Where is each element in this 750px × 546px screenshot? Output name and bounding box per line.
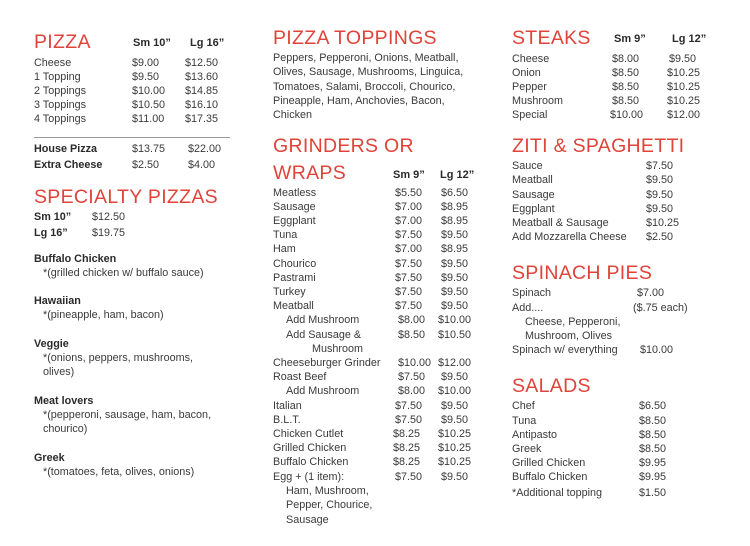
specialty-description: *(pineapple, ham, bacon)	[43, 309, 164, 321]
specialty-name: Buffalo Chicken	[34, 253, 117, 265]
specialty-pizzas-heading: SPECIALTY PIZZAS	[34, 186, 218, 208]
pizza-toppings-list: Peppers, Pepperoni, Onions, Meatball, Olives, Sausage, Mushrooms, Linguica, Tomatoes, Salami, Broccoli, Chourico, Pineapple, Ham, Anchovies, Bacon, Chicken	[273, 52, 464, 122]
specialty-description: *(pepperoni, sausage, ham, bacon, chourico)	[43, 409, 212, 436]
specialty-description: *(tomatoes, feta, olives, onions)	[43, 466, 195, 478]
wraps-heading: WRAPS	[273, 162, 347, 184]
specialty-description: *(grilled chicken w/ buffalo sauce)	[43, 267, 204, 279]
spinach-pies-heading: SPINACH PIES	[512, 262, 653, 284]
steaks-size-small-header: Sm 9”	[614, 33, 646, 45]
pizza-size-large-header: Lg 16”	[190, 37, 225, 49]
pizza-size-small-header: Sm 10”	[133, 37, 171, 49]
steaks-size-large-header: Lg 12”	[672, 33, 707, 45]
specialty-name: Meat lovers	[34, 395, 94, 407]
grinders-heading: GRINDERS OR	[273, 135, 414, 157]
pizza-divider	[34, 137, 230, 138]
pizza-toppings-heading: PIZZA TOPPINGS	[273, 27, 437, 49]
salads-heading: SALADS	[512, 375, 591, 397]
spinach-add-options: Cheese, Pepperoni, Mushroom, Olives	[525, 316, 621, 343]
specialty-name: Greek	[34, 452, 65, 464]
grinders-size-small-header: Sm 9”	[393, 169, 425, 181]
pizza-heading: PIZZA	[34, 31, 91, 53]
ziti-spaghetti-heading: ZITI & SPAGHETTI	[512, 135, 685, 157]
specialty-name: Veggie	[34, 338, 69, 350]
specialty-name: Hawaiian	[34, 295, 81, 307]
grinders-size-large-header: Lg 12”	[440, 169, 475, 181]
egg-options: Ham, Mushroom, Pepper, Chourice, Sausage	[286, 485, 373, 526]
grinder-addon-continued: Mushroom	[312, 343, 364, 355]
specialty-description: *(onions, peppers, mushrooms, olives)	[43, 352, 194, 379]
steaks-heading: STEAKS	[512, 27, 591, 49]
